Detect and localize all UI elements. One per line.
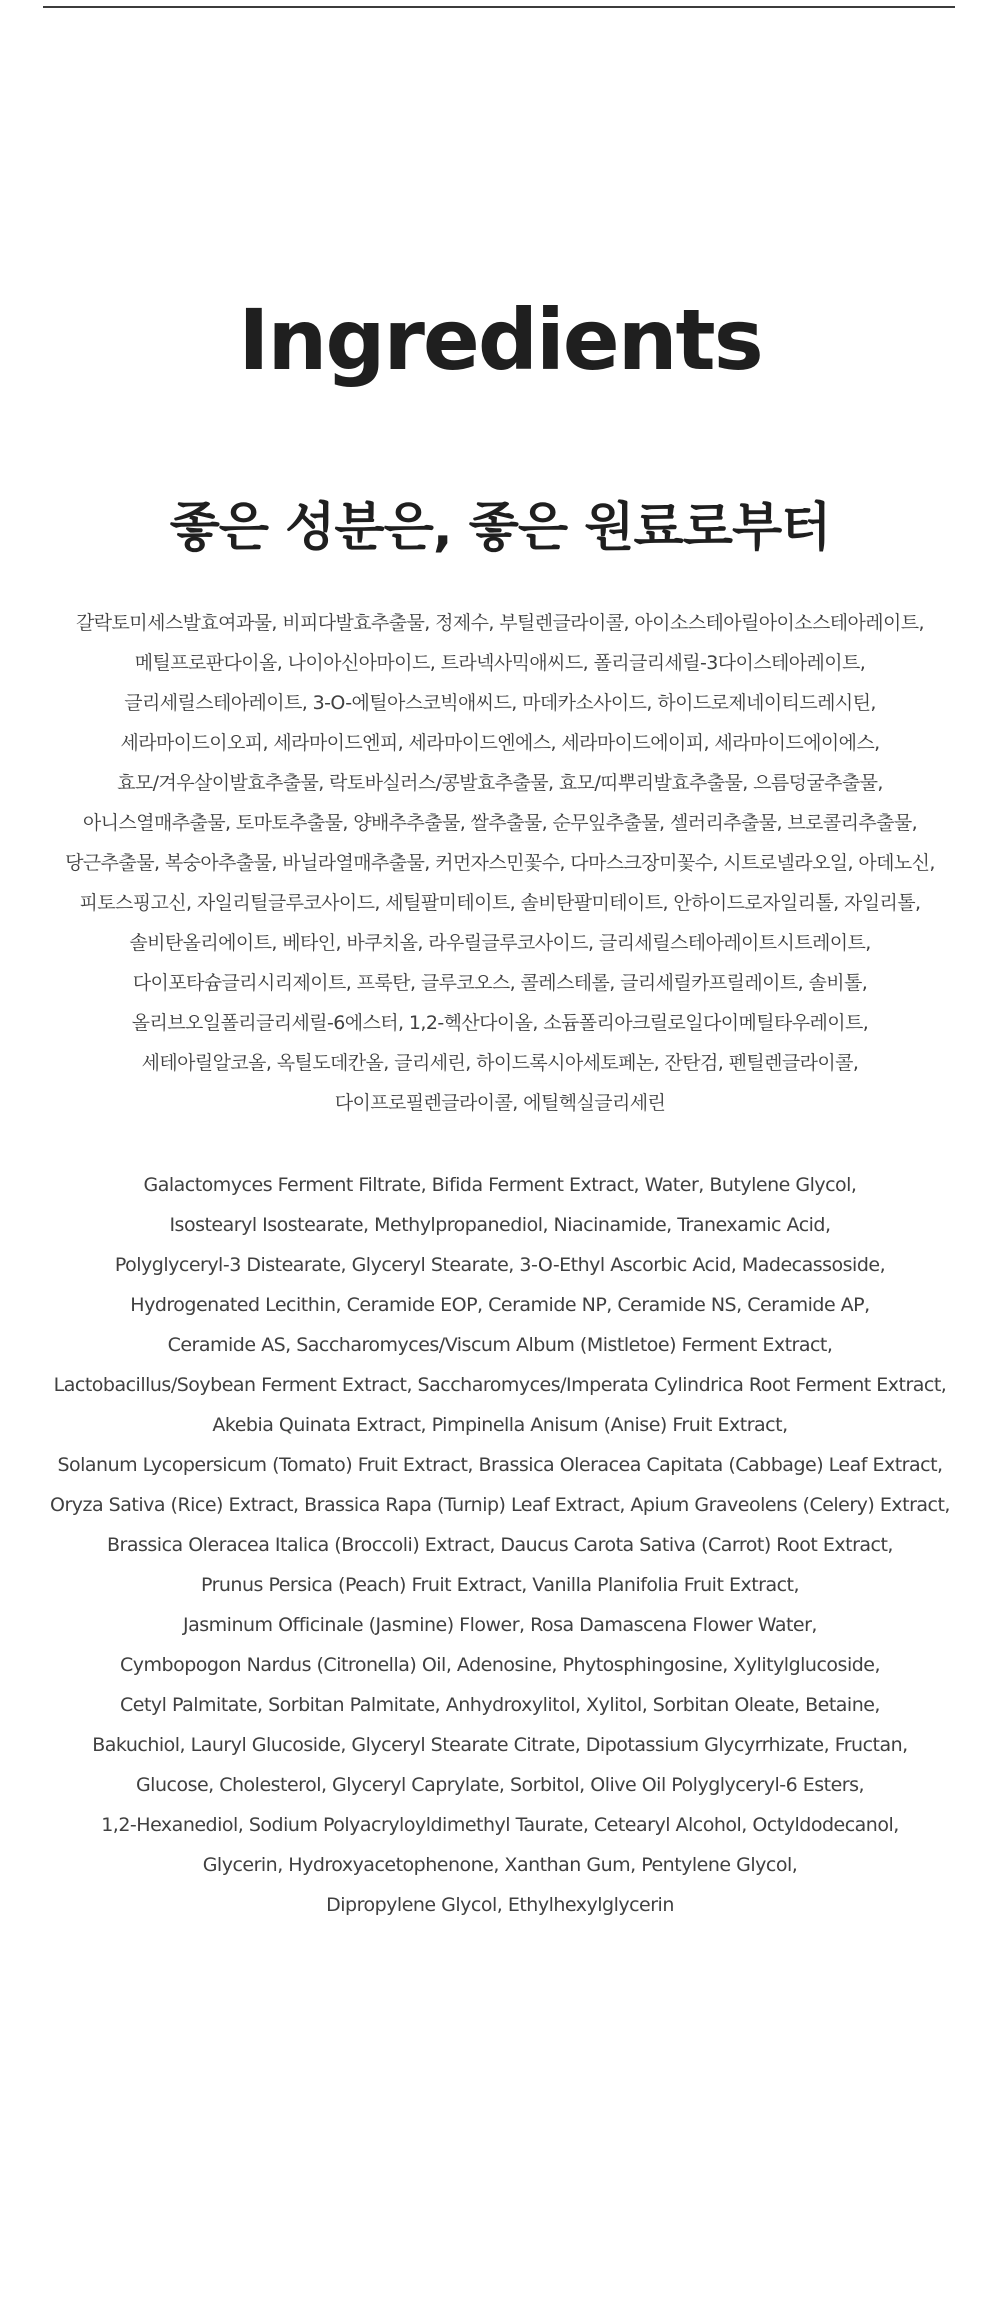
ingredient-line: 당근추출물, 복숭아추출물, 바닐라열매추출물, 커먼자스민꽃수, 다마스크장미꽃수, 시트로넬라오일, 아데노신, <box>65 852 935 874</box>
ingredients-list-korean <box>0 603 1000 1123</box>
page-title: Ingredients <box>238 291 762 389</box>
ingredient-line: Polyglyceryl-3 Distearate, Glyceryl Stearate, 3-O-Ethyl Ascorbic Acid, Madecassoside, <box>114 1254 886 1276</box>
ingredient-line: 피토스핑고신, 자일리틸글루코사이드, 세틸팔미테이트, 솔비탄팔미테이트, 안하이드로자일리톨, 자일리톨, <box>79 892 921 914</box>
ingredient-line: Isostearyl Isostearate, Methylpropanediol, Niacinamide, Tranexamic Acid, <box>169 1214 831 1236</box>
ingredient-line: Brassica Oleracea Italica (Broccoli) Extract, Daucus Carota Sativa (Carrot) Root Extract, <box>107 1534 893 1556</box>
ingredient-line: 세라마이드이오피, 세라마이드엔피, 세라마이드엔에스, 세라마이드에이피, 세라마이드에이에스, <box>120 732 880 754</box>
ingredient-line: Oryza Sativa (Rice) Extract, Brassica Rapa (Turnip) Leaf Extract, Apium Graveolens (Celery) Extract, <box>50 1494 950 1516</box>
ingredient-line: Akebia Quinata Extract, Pimpinella Anisum (Anise) Fruit Extract, <box>212 1414 788 1436</box>
ingredient-line: 세테아릴알코올, 옥틸도데칸올, 글리세린, 하이드록시아세토페논, 잔탄검, 펜틸렌글라이콜, <box>141 1052 859 1074</box>
ingredient-line: 1,2-Hexanediol, Sodium Polyacryloyldimethyl Taurate, Cetearyl Alcohol, Octyldodecanol, <box>101 1814 899 1836</box>
ingredient-line: Solanum Lycopersicum (Tomato) Fruit Extract, Brassica Oleracea Capitata (Cabbage) Leaf Extract, <box>57 1454 943 1476</box>
ingredient-line: Glucose, Cholesterol, Glyceryl Caprylate, Sorbitol, Olive Oil Polyglyceryl-6 Esters, <box>135 1774 865 1796</box>
ingredient-line: Cymbopogon Nardus (Citronella) Oil, Adenosine, Phytosphingosine, Xylitylglucoside, <box>119 1654 881 1676</box>
ingredient-line: 다이프로필렌글라이콜, 에틸헥실글리세린 <box>334 1092 666 1114</box>
ingredient-line: Jasminum Officinale (Jasmine) Flower, Rosa Damascena Flower Water, <box>183 1614 817 1636</box>
ingredient-line: 솔비탄올리에이트, 베타인, 바쿠치올, 라우릴글루코사이드, 글리세릴스테아레이트시트레이트, <box>129 932 871 954</box>
ingredient-line: Prunus Persica (Peach) Fruit Extract, Vanilla Planifolia Fruit Extract, <box>200 1574 800 1596</box>
ingredient-line: Glycerin, Hydroxyacetophenone, Xanthan Gum, Pentylene Glycol, <box>202 1854 798 1876</box>
ingredient-line: 갈락토미세스발효여과물, 비피다발효추출물, 정제수, 부틸렌글라이콜, 아이소스테아릴아이소스테아레이트, <box>76 612 924 634</box>
ingredient-line: Bakuchiol, Lauryl Glucoside, Glyceryl Stearate Citrate, Dipotassium Glycyrrhizate, Fructan, <box>92 1734 908 1756</box>
ingredient-line: 다이포타슘글리시리제이트, 프룩탄, 글루코오스, 콜레스테롤, 글리세릴카프릴레이트, 솔비톨, <box>132 972 868 994</box>
ingredient-line: 효모/겨우살이발효추출물, 락토바실러스/콩발효추출물, 효모/띠뿌리발효추출물, 으름덩굴추출물, <box>117 772 883 794</box>
ingredient-line: Dipropylene Glycol, Ethylhexylglycerin <box>326 1894 674 1916</box>
page-subtitle: 좋은 성분은, 좋은 원료로부터 <box>169 498 831 558</box>
ingredient-line: 글리세릴스테아레이트, 3-O-에틸아스코빅애씨드, 마데카소사이드, 하이드로제네이티드레시틴, <box>124 692 876 714</box>
ingredient-line: Hydrogenated Lecithin, Ceramide EOP, Ceramide NP, Ceramide NS, Ceramide AP, <box>130 1294 870 1316</box>
top-divider <box>43 6 955 8</box>
ingredient-line: 올리브오일폴리글리세릴-6에스터, 1,2-헥산다이올, 소듐폴리아크릴로일다이메틸타우레이트, <box>131 1012 869 1034</box>
ingredient-line: 메틸프로판다이올, 나이아신아마이드, 트라넥사믹애씨드, 폴리글리세릴-3다이스테아레이트, <box>134 652 866 674</box>
ingredient-line: Cetyl Palmitate, Sorbitan Palmitate, Anhydroxylitol, Xylitol, Sorbitan Oleate, Betaine, <box>120 1694 880 1716</box>
ingredient-line: Galactomyces Ferment Filtrate, Bifida Ferment Extract, Water, Butylene Glycol, <box>143 1174 857 1196</box>
ingredients-list-english <box>0 1165 1000 1925</box>
ingredient-line: 아니스열매추출물, 토마토추출물, 양배추추출물, 쌀추출물, 순무잎추출물, 셀러리추출물, 브로콜리추출물, <box>82 812 918 834</box>
ingredient-line: Ceramide AS, Saccharomyces/Viscum Album (Mistletoe) Ferment Extract, <box>167 1334 833 1356</box>
ingredient-line: Lactobacillus/Soybean Ferment Extract, Saccharomyces/Imperata Cylindrica Root Ferment Extract, <box>53 1374 947 1396</box>
